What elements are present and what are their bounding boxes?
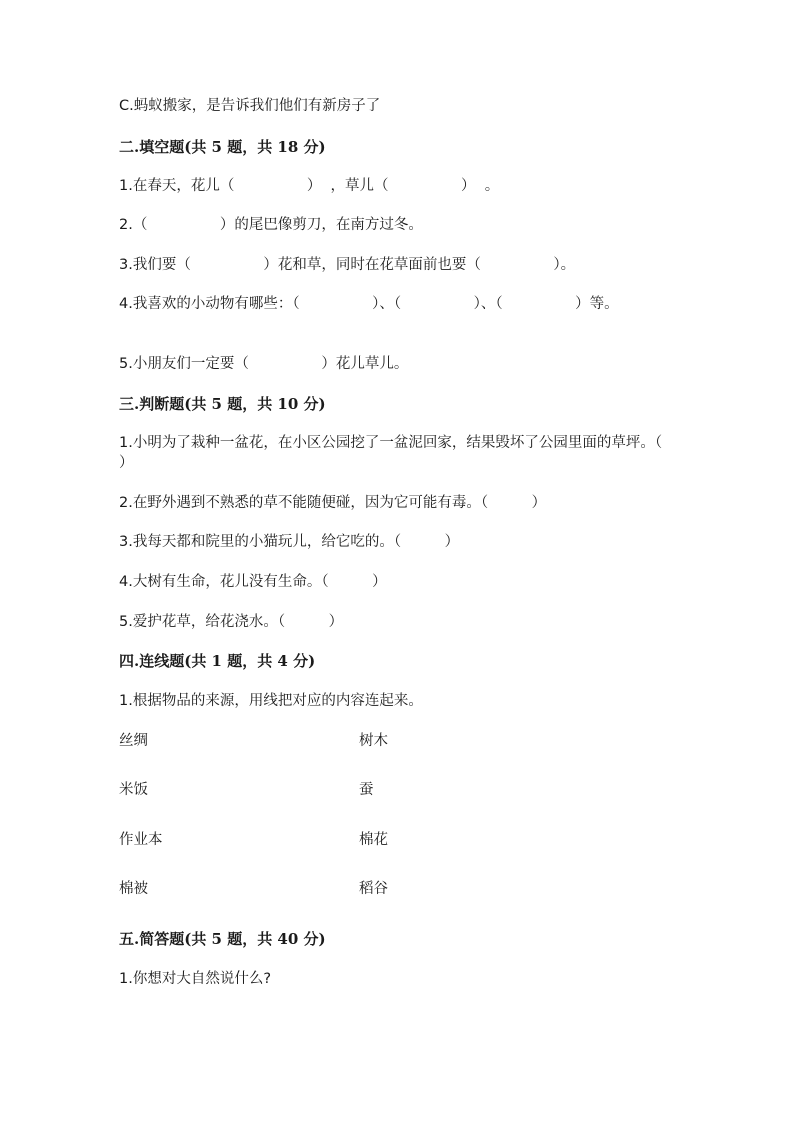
fill-item-4: 4.我喜欢的小动物有哪些：（ ）、（ ）、（ ）等。 [119, 296, 619, 312]
section-3-title: 三.判断题(共 5 题，共 10 分) [119, 395, 326, 413]
match-left-4: 棉被 [119, 881, 148, 897]
fill-item-3: 3.我们要（ ）花和草，同时在花草面前也要（ ）。 [119, 257, 576, 273]
judge-item-5: 5.爱护花草，给花浇水。（ ） [119, 614, 344, 630]
judge-item-1: 1.小明为了栽种一盆花，在小区公园挖了一盆泥回家，结果毁坏了公园里面的草坪。（ ） [119, 435, 706, 471]
section-4-title: 四.连线题(共 1 题，共 4 分) [119, 652, 316, 670]
option-c: C.蚂蚁搬家，是告诉我们他们有新房子了 [119, 98, 381, 114]
match-right-4: 稻谷 [359, 881, 388, 897]
fill-item-2: 2.（ ）的尾巴像剪刀，在南方过冬。 [119, 217, 423, 233]
match-right-2: 蚕 [359, 782, 374, 798]
match-left-1: 丝绸 [119, 733, 148, 749]
section-5-title: 五.简答题(共 5 题，共 40 分) [119, 930, 326, 948]
match-right-3: 棉花 [359, 832, 388, 848]
judge-item-3: 3.我每天都和院里的小猫玩儿，给它吃的。（ ） [119, 534, 460, 550]
match-left-2: 米饭 [119, 782, 148, 798]
fill-item-1: 1.在春天，花儿（ ） ，草儿（ ） 。 [119, 178, 500, 194]
match-right-1: 树木 [359, 733, 388, 749]
match-question: 1.根据物品的来源，用线把对应的内容连起来。 [119, 693, 423, 709]
short-answer-question: 1.你想对大自然说什么? [119, 971, 272, 987]
judge-item-2: 2.在野外遇到不熟悉的草不能随便碰，因为它可能有毒。（ ） [119, 495, 547, 511]
section-2-title: 二.填空题(共 5 题，共 18 分) [119, 138, 326, 156]
match-left-3: 作业本 [119, 832, 163, 848]
fill-item-5: 5.小朋友们一定要（ ）花儿草儿。 [119, 356, 409, 372]
judge-item-4: 4.大树有生命，花儿没有生命。（ ） [119, 574, 387, 590]
